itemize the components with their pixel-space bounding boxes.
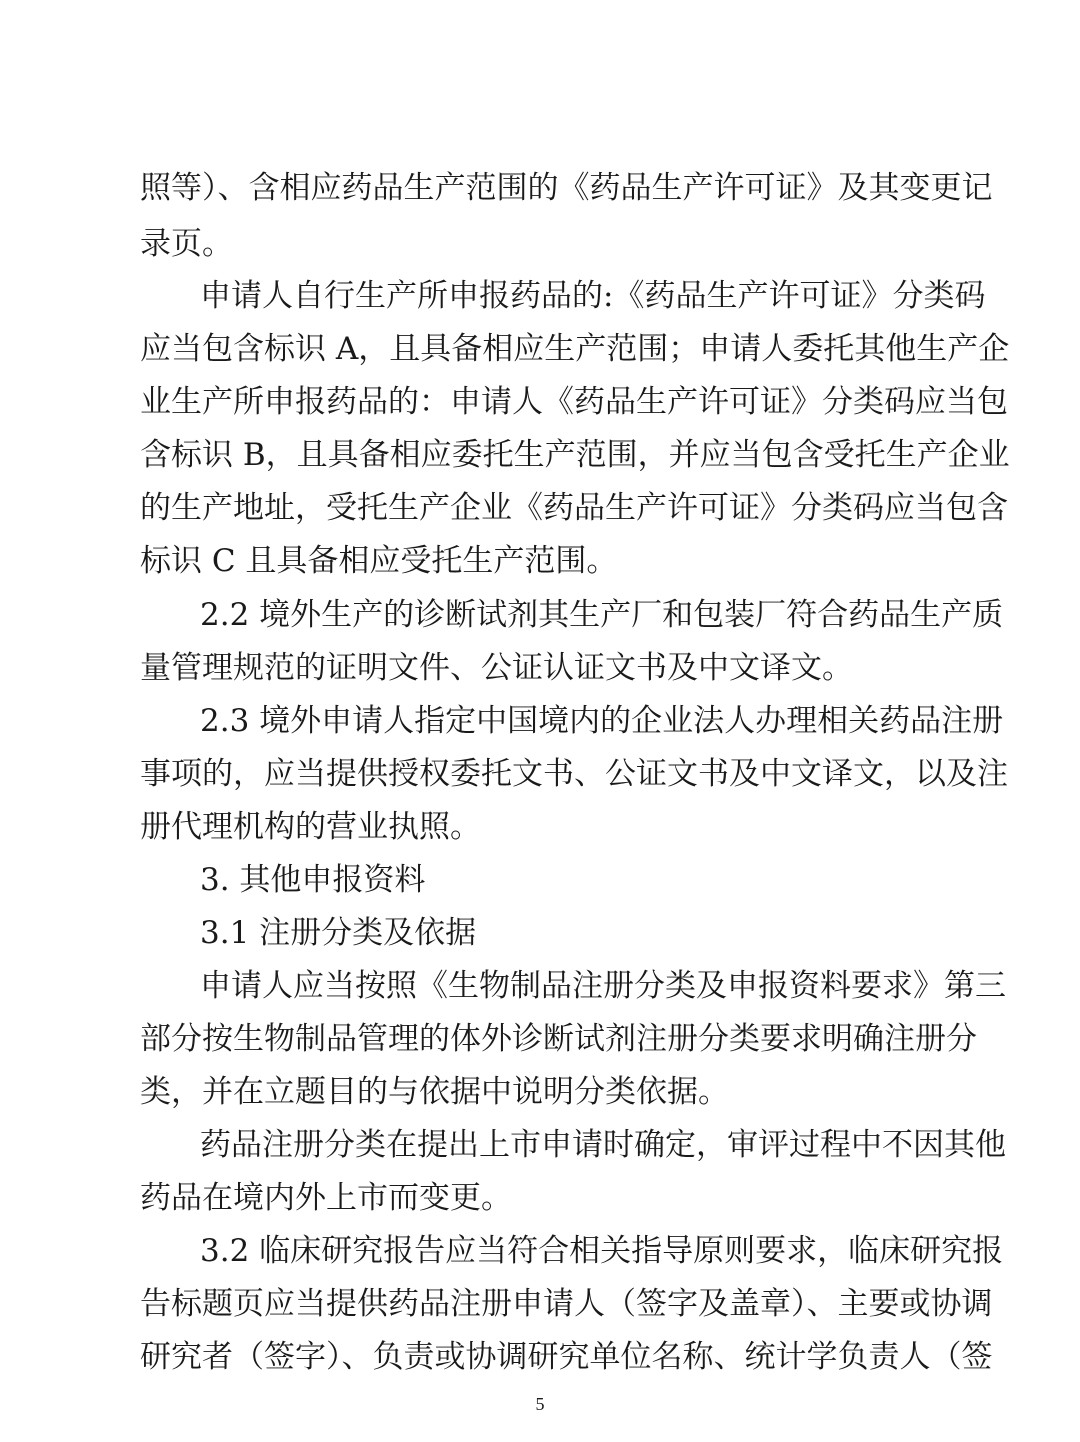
text-line: 2.2 境外生产的诊断试剂其生产厂和包装厂符合药品生产质 <box>200 597 1004 633</box>
text-line: 药品注册分类在提出上市申请时确定，审评过程中不因其他 <box>200 1127 1006 1163</box>
text-line: 研究者（签字）、负责或协调研究单位名称、统计学负责人（签 <box>140 1339 993 1375</box>
text-line: 部分按生物制品管理的体外诊断试剂注册分类要求明确注册分 <box>140 1021 977 1057</box>
text-line: 业生产所申报药品的：申请人《药品生产许可证》分类码应当包 <box>140 384 1008 420</box>
text-line: 录页。 <box>140 226 233 262</box>
text-line: 照等）、含相应药品生产范围的《药品生产许可证》及其变更记 <box>140 170 993 206</box>
text-line: 事项的，应当提供授权委托文书、公证文书及中文译文，以及注 <box>140 756 1008 792</box>
text-line: 的生产地址，受托生产企业《药品生产许可证》分类码应当包含 <box>140 490 1008 526</box>
page-number: 5 <box>535 1394 545 1414</box>
text-line: 量管理规范的证明文件、公证认证文书及中文译文。 <box>140 650 853 686</box>
subsection-heading: 3.1 注册分类及依据 <box>200 915 477 951</box>
text-line: 2.3 境外申请人指定中国境内的企业法人办理相关药品注册 <box>200 703 1004 739</box>
text-line: 药品在境内外上市而变更。 <box>140 1180 512 1216</box>
text-line: 含标识 B，且具备相应委托生产范围，并应当包含受托生产企业 <box>140 437 1010 473</box>
text-line: 申请人应当按照《生物制品注册分类及申报资料要求》第三 <box>200 968 1006 1004</box>
section-heading: 3. 其他申报资料 <box>200 862 426 898</box>
text-line: 3.2 临床研究报告应当符合相关指导原则要求，临床研究报 <box>200 1233 1004 1269</box>
text-line: 申请人自行生产所申报药品的:《药品生产许可证》分类码 <box>200 278 986 314</box>
text-line: 类，并在立题目的与依据中说明分类依据。 <box>140 1074 729 1110</box>
text-line: 标识 C 且具备相应受托生产范围。 <box>140 543 618 579</box>
text-line: 册代理机构的营业执照。 <box>140 809 481 845</box>
text-line: 告标题页应当提供药品注册申请人（签字及盖章）、主要或协调 <box>140 1286 993 1322</box>
text-line: 应当包含标识 A，且具备相应生产范围；申请人委托其他生产企 <box>140 331 1010 367</box>
